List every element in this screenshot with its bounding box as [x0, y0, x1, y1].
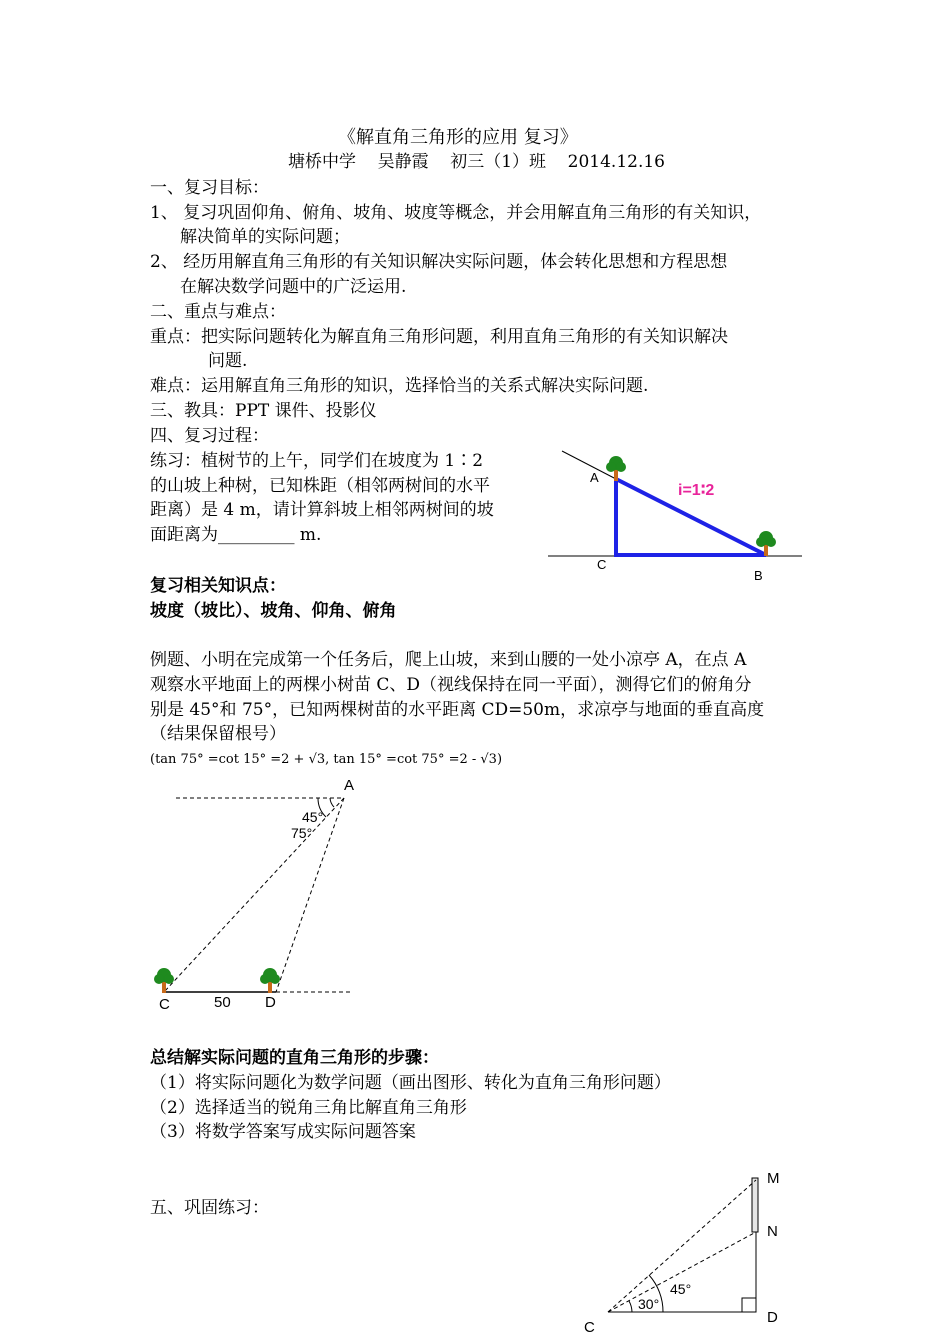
- slope-triangle-figure: [540, 445, 810, 585]
- goal-2-line-1: 2、 经历用解直角三角形的有关知识解决实际问题，体会转化思想和方程思想: [150, 252, 728, 272]
- point-label-d: D: [265, 994, 276, 1011]
- angle-arc-75: [330, 798, 334, 807]
- knowledge-title: 复习相关知识点：: [150, 576, 286, 596]
- knowledge-items: 坡度（坡比）、坡角、仰角、俯角: [150, 601, 397, 621]
- distance-label-cd: 50: [214, 994, 231, 1011]
- point-label-n: N: [767, 1223, 778, 1240]
- sight-line-ac: [164, 798, 344, 992]
- page-title: 《解直角三角形的应用 复习》: [338, 127, 578, 148]
- pavilion-figure: [150, 774, 370, 1014]
- right-angle-mark: [742, 1298, 756, 1312]
- summary-title: 总结解实际问题的直角三角形的步骤：: [150, 1048, 439, 1068]
- exercise-line-1: 练习：植树节的上午，同学们在坡度为 1∶2: [150, 451, 484, 471]
- tree-icon: [154, 968, 174, 993]
- example-line-4: （结果保留根号）: [150, 724, 286, 744]
- tree-icon: [606, 456, 626, 481]
- section-heading-key-points: 二、重点与难点：: [150, 302, 286, 322]
- point-label-d: D: [767, 1309, 778, 1326]
- point-label-a: A: [344, 777, 355, 794]
- section-heading-goals: 一、复习目标：: [150, 178, 269, 198]
- angle-arc-30: [629, 1301, 632, 1312]
- point-label-b: B: [754, 568, 763, 583]
- flagpole-figure: [575, 1162, 800, 1344]
- point-label-c: C: [159, 996, 170, 1013]
- goal-2-line-2: 在解决数学问题中的广泛运用.: [180, 277, 407, 297]
- difficulty-line: 难点：运用解直角三角形的知识，选择恰当的关系式解决实际问题.: [150, 376, 649, 396]
- exercise-line-3: 距离）是 4 m，请计算斜坡上相邻两树间的坡: [150, 500, 494, 520]
- summary-step-1: （1）将实际问题化为数学问题（画出图形、转化为直角三角形问题）: [150, 1073, 671, 1093]
- example-line-1: 例题、小明在完成第一个任务后，爬上山坡，来到山腰的一处小凉亭 A，在点 A: [150, 650, 747, 670]
- exercise-line-2: 的山坡上种树，已知株距（相邻两树间的水平: [150, 476, 490, 496]
- section-heading-tools: 三、教具：PPT 课件、投影仪: [150, 401, 377, 421]
- page-subtitle: 塘桥中学 吴静霞 初三（1）班 2014.12.16: [288, 152, 665, 172]
- summary-step-3: （3）将数学答案写成实际问题答案: [150, 1122, 416, 1142]
- section-heading-practice: 五、巩固练习：: [150, 1198, 269, 1218]
- flagpole: [752, 1178, 758, 1232]
- trig-formula: (tan 75° =cot 15° =2 + √3, tan 15° =cot 75° =2 - √3): [150, 752, 503, 767]
- summary-step-2: （2）选择适当的锐角三角比解直角三角形: [150, 1098, 467, 1118]
- angle-label-75: 75°: [291, 825, 313, 841]
- goal-1-line-2: 解决简单的实际问题；: [180, 227, 350, 247]
- angle-label-45: 45°: [302, 809, 324, 825]
- angle-label-45: 45°: [670, 1281, 692, 1297]
- example-line-3: 别是 45°和 75°，已知两棵树苗的水平距离 CD=50m，求凉亭与地面的垂直高度: [150, 700, 765, 720]
- point-label-c: C: [584, 1319, 595, 1336]
- angle-label-30: 30°: [638, 1296, 660, 1312]
- key-point-line-1: 重点：把实际问题转化为解直角三角形问题，利用直角三角形的有关知识解决: [150, 327, 728, 347]
- key-point-line-2: 问题.: [208, 351, 248, 371]
- sight-line-cn: [608, 1232, 756, 1312]
- point-label-a: A: [590, 470, 599, 485]
- tree-icon: [260, 968, 280, 993]
- exercise-line-4: 面距离为_________ m.: [150, 525, 322, 545]
- point-label-c: C: [597, 557, 607, 572]
- section-heading-process: 四、复习过程：: [150, 426, 269, 446]
- goal-1-line-1: 1、 复习巩固仰角、俯角、坡角、坡度等概念，并会用解直角三角形的有关知识，: [150, 203, 762, 223]
- point-label-m: M: [767, 1170, 780, 1187]
- slope-ratio-label: i=1∶2: [678, 482, 715, 499]
- example-line-2: 观察水平地面上的两棵小树苗 C、D（视线保持在同一平面），测得它们的俯角分: [150, 675, 752, 695]
